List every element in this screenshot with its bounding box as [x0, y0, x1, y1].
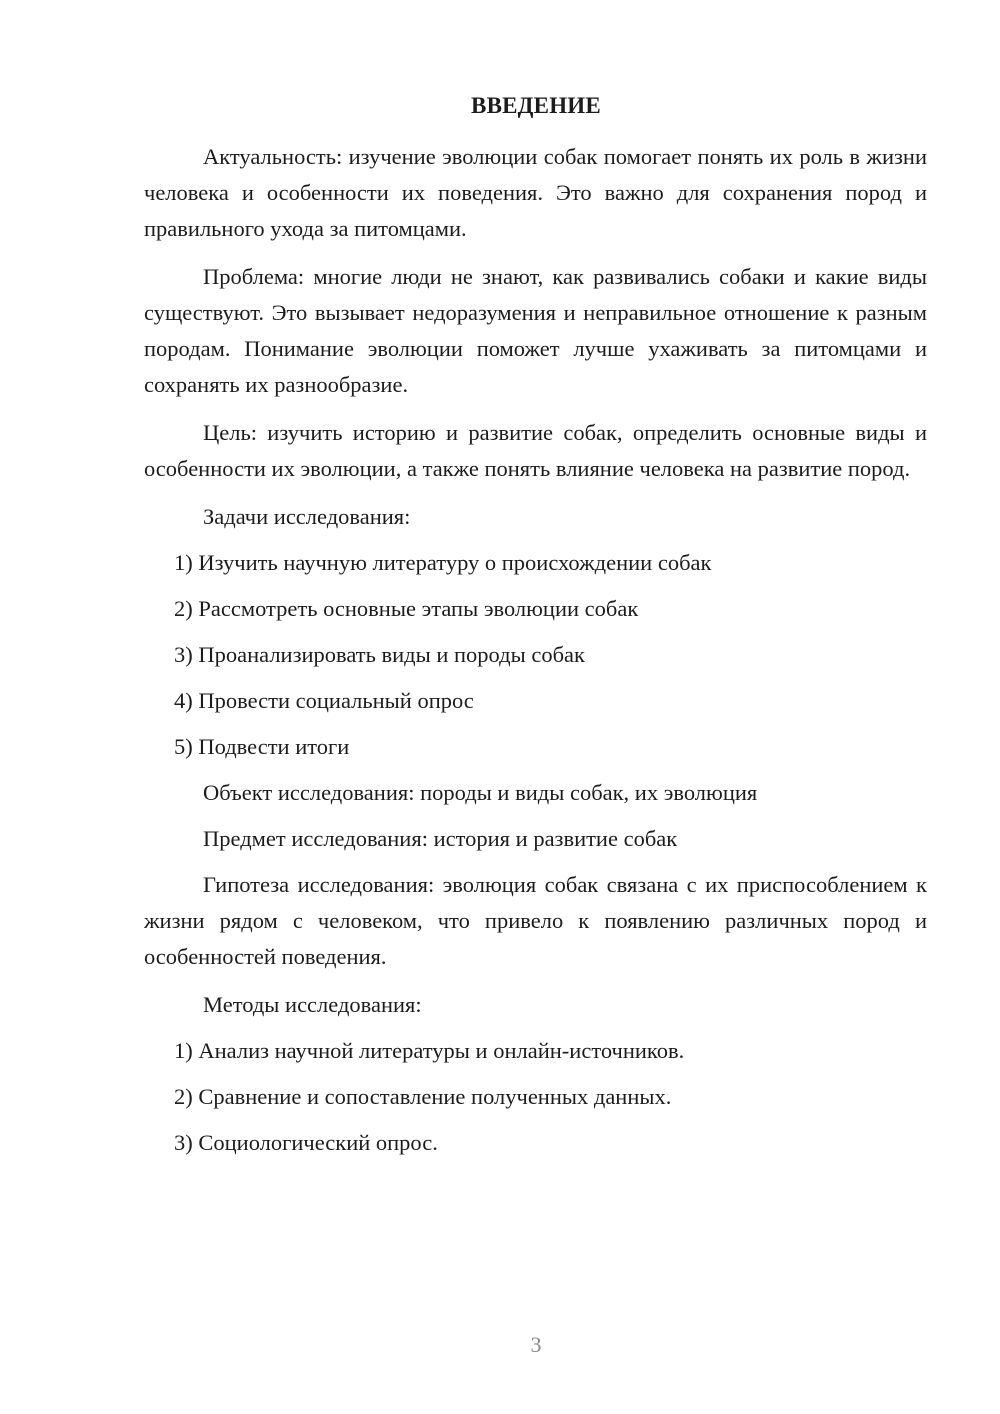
research-subject: Предмет исследования: история и развитие собак	[203, 826, 678, 851]
problem-paragraph: Проблема: многие люди не знают, как развивались собаки и какие виды существуют. Это вызывает недоразумения и неправильное отношение к разным породам. Понимание эволюции поможет лучше ухаживать за питомцами и сохранять их разнообразие.	[144, 264, 927, 397]
methods-title: Методы исследования:	[203, 992, 422, 1017]
list-item: 2) Сравнение и сопоставление полученных данных.	[174, 1084, 672, 1109]
document-body	[144, 139, 927, 1171]
section-heading: ВВЕДЕНИЕ	[471, 93, 601, 118]
research-object: Объект исследования: породы и виды собак, их эволюция	[203, 780, 758, 805]
methods-list	[144, 1033, 927, 1161]
goal-paragraph: Цель: изучить историю и развитие собак, определить основные виды и особенности их эволюции, а также понять влияние человека на развитие пород.	[144, 420, 927, 481]
list-item: 1) Изучить научную литературу о происхождении собак	[174, 550, 712, 575]
hypothesis-paragraph: Гипотеза исследования: эволюция собак связана с их приспособлением к жизни рядом с человеком, что привело к появлению различных пород и особенностей поведения.	[144, 872, 927, 969]
list-item: 2) Рассмотреть основные этапы эволюции собак	[174, 596, 639, 621]
list-item: 3) Проанализировать виды и породы собак	[174, 642, 585, 667]
list-item: 4) Провести социальный опрос	[174, 688, 474, 713]
tasks-list	[144, 545, 927, 765]
list-item: 3) Социологический опрос.	[174, 1130, 438, 1155]
list-item: 1) Анализ научной литературы и онлайн-источников.	[174, 1038, 685, 1063]
relevance-paragraph: Актуальность: изучение эволюции собак помогает понять их роль в жизни человека и особенности их поведения. Это важно для сохранения пород и правильного ухода за питомцами.	[144, 144, 927, 241]
tasks-title: Задачи исследования:	[203, 504, 411, 529]
list-item: 5) Подвести итоги	[174, 734, 350, 759]
page-number: 3	[530, 1332, 542, 1357]
